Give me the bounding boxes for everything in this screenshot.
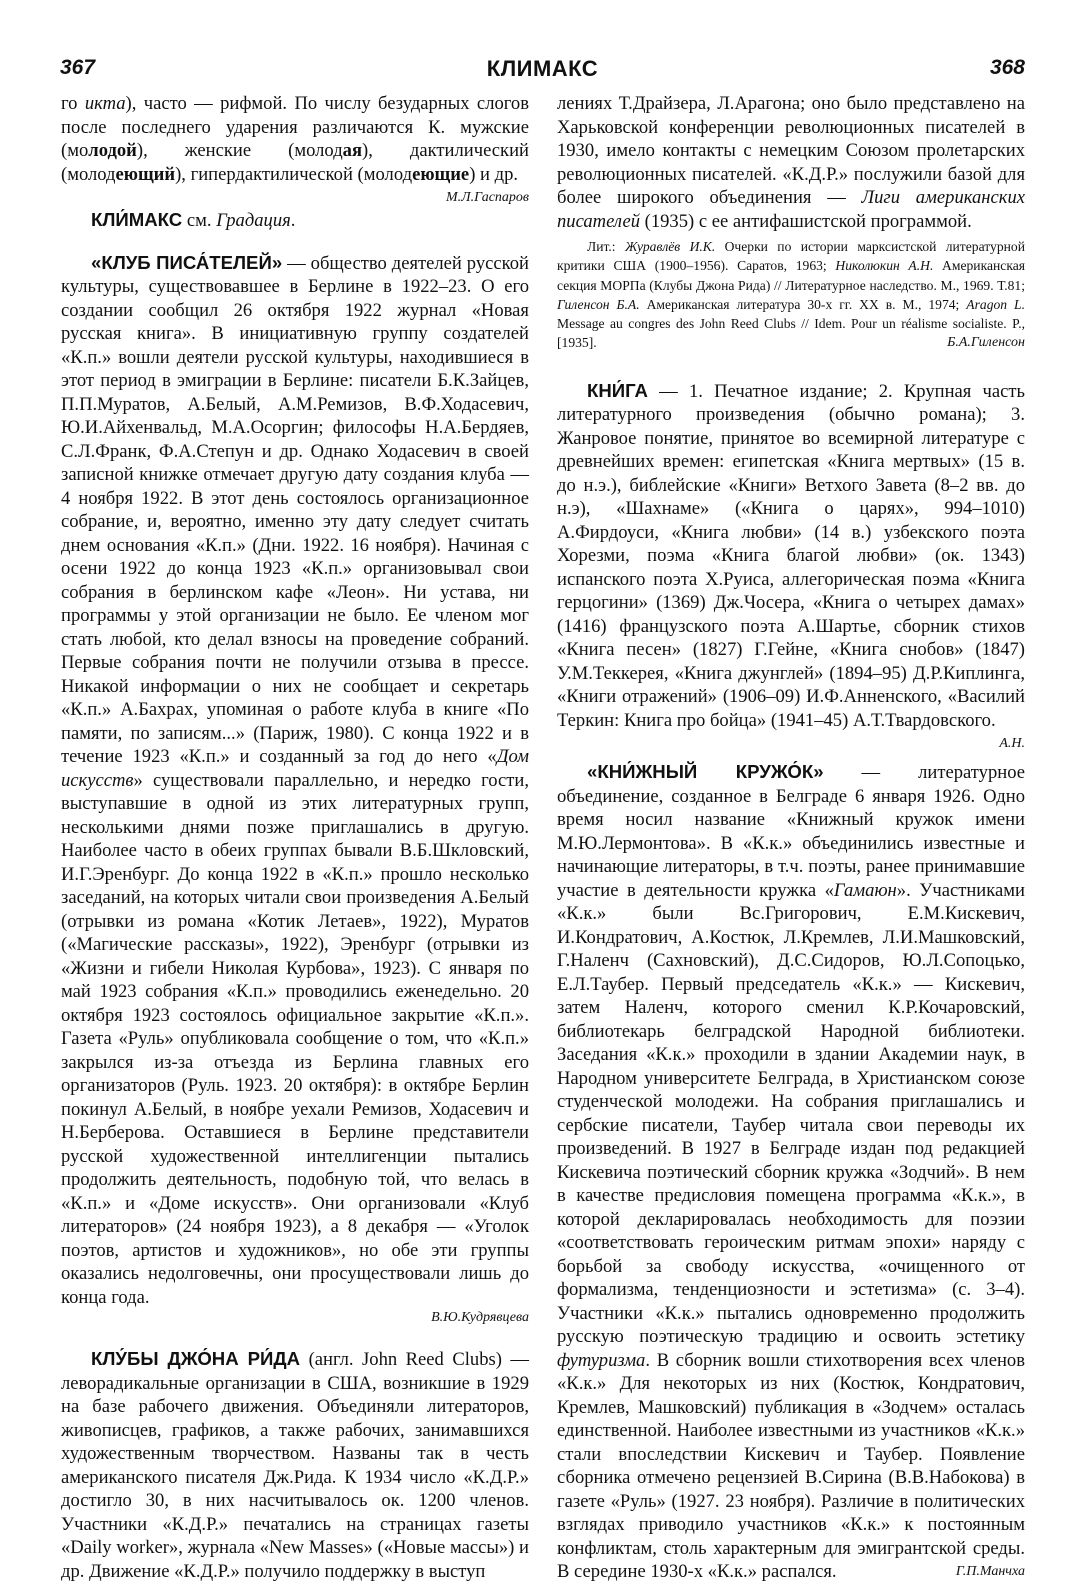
entry-kluby-dzhona-rida: КЛУ́БЫ ДЖО́НА РИ́ДА (англ. John Reed Clubs) — леворадикальные организации в США, возникшие в 1929 на базе рабочего движения. Объединяли литераторов, живописцев, графиков, а также рабочих, занимавшихся художественным творчеством. Названы так в честь американского писателя Дж.Рида. К 1934 число «К.Д.Р.» достигло 30, в них насчитывалось ок. 1200 членов. Участники «К.Д.Р.» печатались на страницах газеты «Daily worker», журнала «New Masses» («Новые массы») и др. Движение «К.Д.Р.» получило поддержку в выступ	[61, 1348, 529, 1582]
entry-kluby-continued: лениях Т.Драйзера, Л.Арагона; оно было представлено на Харьковской конференции революционных писателей в 1930, имело контакты с немецким Союзом пролетарских революционных писателей. «К.Д.Р.» послужили базой для более широкого объединения — Лиги американских писателей (1935) с ее антифашистской программой.	[557, 93, 1025, 232]
running-title: КЛИМАКС	[486, 56, 599, 81]
headword: КНИ́ГА	[587, 379, 648, 401]
headword: КЛУ́БЫ ДЖО́НА РИ́ДА	[91, 1348, 301, 1369]
page-number-right: 368	[989, 56, 1025, 79]
entry-kniga: КНИ́ГА — 1. Печатное издание; 2. Крупная часть литературного произведения (обычно романа); 3. Жанровое понятие, принятое во всемирной литературе с древнейших времен: египетская «Книга мертвых» (15 в. до н.э.), библейские «Книги» Ветхого Завета (8–2 вв. до н.э), «Шахнаме» («Книга о царях», 994–1010) А.Фирдоуси, «Книга любви» (14 в.) узбекского поэта Хорезми, поэма «Книга благой любви» (ок. 1343) испанского поэта Х.Руиса, аллегорическая поэма «Книга герцогини» (1369) Дж.Чосера, «Книга о четырех дамах» (1416) французского поэта А.Шартье, сборник стихов «Книга песен» (1827) Г.Гейне, «Книга снобов» (1847) У.М.Теккерея, «Книга джунглей» (1894–95) Д.Р.Киплинга, «Книги отражений» (1906–09) И.Ф.Анненского, «Василий Теркин: Книга про бойца» (1941–45) А.Т.Твардовского. А.Н.	[557, 379, 1025, 733]
literature-list: Лит.: Журавлёв И.К. Очерки по истории марксистской литературной критики США (1900–1956). Саратов, 1963; Николюкин А.Н. Американская секция МОРПа (Клубы Джона Рида) // Литературное наследство. М., 1969. Т.81; Гиленсон Б.А. Американская литература 30-х гг. XX в. М., 1974; Aragon L. Message au congres des John Reed Clubs // Idem. Pour un réalisme socialiste. P., [1935]. Б.А.Гиленсон	[557, 237, 1025, 353]
page-number-left: 367	[60, 56, 96, 79]
right-column	[557, 92, 1025, 1584]
entry-knizhny-kruzhok: «КНИ́ЖНЫЙ КРУЖО́К» — литературное объединение, созданное в Белграде 6 января 1926. Одно время носил название «Книжный кружок имени М.Ю.Лермонтова». В «К.к.» объединились известные и начинающие литераторы, в т.ч. поэты, ранее принимавшие участие в деятельности кружка «Гамаюн». Участниками «К.к.» были Вс.Григорович, Е.М.Кискевич, И.Кондратович, А.Костюк, Л.Кремлев, Л.И.Машковский, Г.Наленч (Сахновский), Д.С.Сидоров, Ю.Л.Сопоцько, Е.Л.Таубер. Первый председатель «К.к.» — Кискевич, затем Наленч, которого сменил К.Р.Кочаровский, библиотекарь белградской Народной библиотеки. Заседания «К.к.» проходили в здании Академии наук, в Народном университете Белграда, в Христианском союзе студенческой молодежи. На собрания приглашались и сербские писатели, Таубер читала свои переводы их произведений. В 1927 в Белграде издан под редакцией Кискевича поэтический сборник кружка «Зодчий». В нем в качестве предисловия помещена программа «К.к.», в которой декларировалась необходимость для поэзии «соответствовать героическим ритмам эпохи» наряду с борьбой за свободу искусства, «очищенного от формализма, тенденциозности и эстетизма» (с. 3–4). Участники «К.к.» пытались одновременно продолжить русскую поэтическую традицию и освоить эстетику футуризма. В сборник вошли стихотворения всех членов «К.к.» Для некоторых из них (Костюк, Кондратович, Кремлев, Машковский) публикация в «Зодчем» осталась единственной. Наиболее известными из участников «К.к.» стали впоследствии Кискевич и Таубер. Появление сборника отмечено рецензией В.Сирина (В.В.Набокова) в газете «Руль» (1927. 23 ноября). Различие в политических взглядах приводило участников «К.к.» к постоянным конфликтам, столь характерным для эмигрантской среды. В середине 1930-х «К.к.» распался. Г.П.Манчха	[557, 761, 1025, 1583]
page-header	[60, 56, 1025, 90]
author-signature: Б.А.Гиленсон	[947, 335, 1025, 351]
author-signature: А.Н.	[999, 736, 1025, 752]
entry-klimaks: КЛИ́МАКС см. Градация.	[91, 209, 296, 231]
entry-klub-pisateley: «КЛУБ ПИСА́ТЕЛЕЙ» — общество деятелей русской культуры, существовавшее в Берлине в 1922–23. О его создании сообщил 26 октября 1922 журнал «Новая русская книга». В инициативную группу создателей «К.п.» вошли деятели русской культуры, находившиеся в этот период в эмиграции в Берлине: писатели Б.К.Зайцев, П.П.Муратов, А.Белый, А.М.Ремизов, В.Ф.Ходасевич, Ю.И.Айхенвальд, М.А.Осоргин; философы Н.А.Бердяев, С.Л.Франк, Ф.А.Степун и др. Однако Ходасевич в своей записной книжке отмечает другую дату создания клуба — 4 ноября 1922. В этот день состоялось организационное собрание, и, вероятно, именно эту дату следует считать днем основания «К.п.» (Дни. 1922. 16 ноября). Начиная с осени 1922 до конца 1923 «К.п.» организовывал свои собрания в берлинском кафе «Леон». Ни устава, ни программы у этой организации не было. Ее членом мог стать любой, кто делал взносы на проведение собраний. Первые собрания почти не получили отзыва в прессе. Никакой информации о них не сообщает и секретарь «К.п.» А.Бахрах, упоминая о работе клуба в книге «По памяти, по записям...» (Париж, 1980). С конца 1922 и в течение 1923 «К.п.» и созданный за год до него «Дом искусств» существовали параллельно, и нередко гости, выступавшие в одной из этих литературных групп, несколькими днями позже приглашались в другую. Наиболее часто в обеих группах бывали В.Б.Шкловский, И.Г.Эренбург. До конца 1922 в «К.п.» прошло несколько заседаний, на которых читали свои произведения А.Белый (отрывки из романа «Котик Летаев», 1922), Муратов («Магические рассказы», 1922), Эренбург (отрывки из «Жизни и гибели Николая Курбова», 1923). С января по май 1923 собрания «К.п.» проводились еженедельно. 20 октября 1923 состоялось официальное закрытие «К.п.». Газета «Руль» опубликовала сообщение о том, что «К.п.» закрылся из-за отъезда из Берлина главных его организаторов (Руль. 1923. 20 октября): в октябре Берлин покинул А.Белый, в ноябре уехали Ремизов, Ходасевич и Н.Берберова. Оставшиеся в Берлине представители русской художественной интеллигенции пытались продолжить деятельность, подобную той, что велась в «К.п.» и «Доме искусств». Они организовали «Клуб литераторов» (24 ноября 1923), а 8 декабря — «Уголок поэтов, артистов и художников», но обе эти группы оказались недолговечны, они просуществовали лишь до конца года.	[61, 251, 529, 1308]
author-signature: Г.П.Манчха	[955, 1564, 1025, 1580]
headword: «КНИ́ЖНЫЙ КРУЖО́К»	[587, 761, 824, 783]
author-signature: М.Л.Гаспаров	[445, 190, 529, 205]
headword: КЛИ́МАКС	[91, 209, 183, 230]
author-signature: В.Ю.Кудрявцева	[431, 1310, 529, 1325]
rhyme-paragraph: го икта), часто — рифмой. По числу безударных слогов после последнего ударения различаются К. мужские (молодой), женские (молодая), дактилический (молодеющий), гипердактилической (молодеющие) и др. М.Л.Гаспаров	[61, 92, 529, 186]
left-column	[61, 92, 529, 1583]
headword: «КЛУБ ПИСА́ТЕЛЕЙ»	[91, 251, 283, 273]
